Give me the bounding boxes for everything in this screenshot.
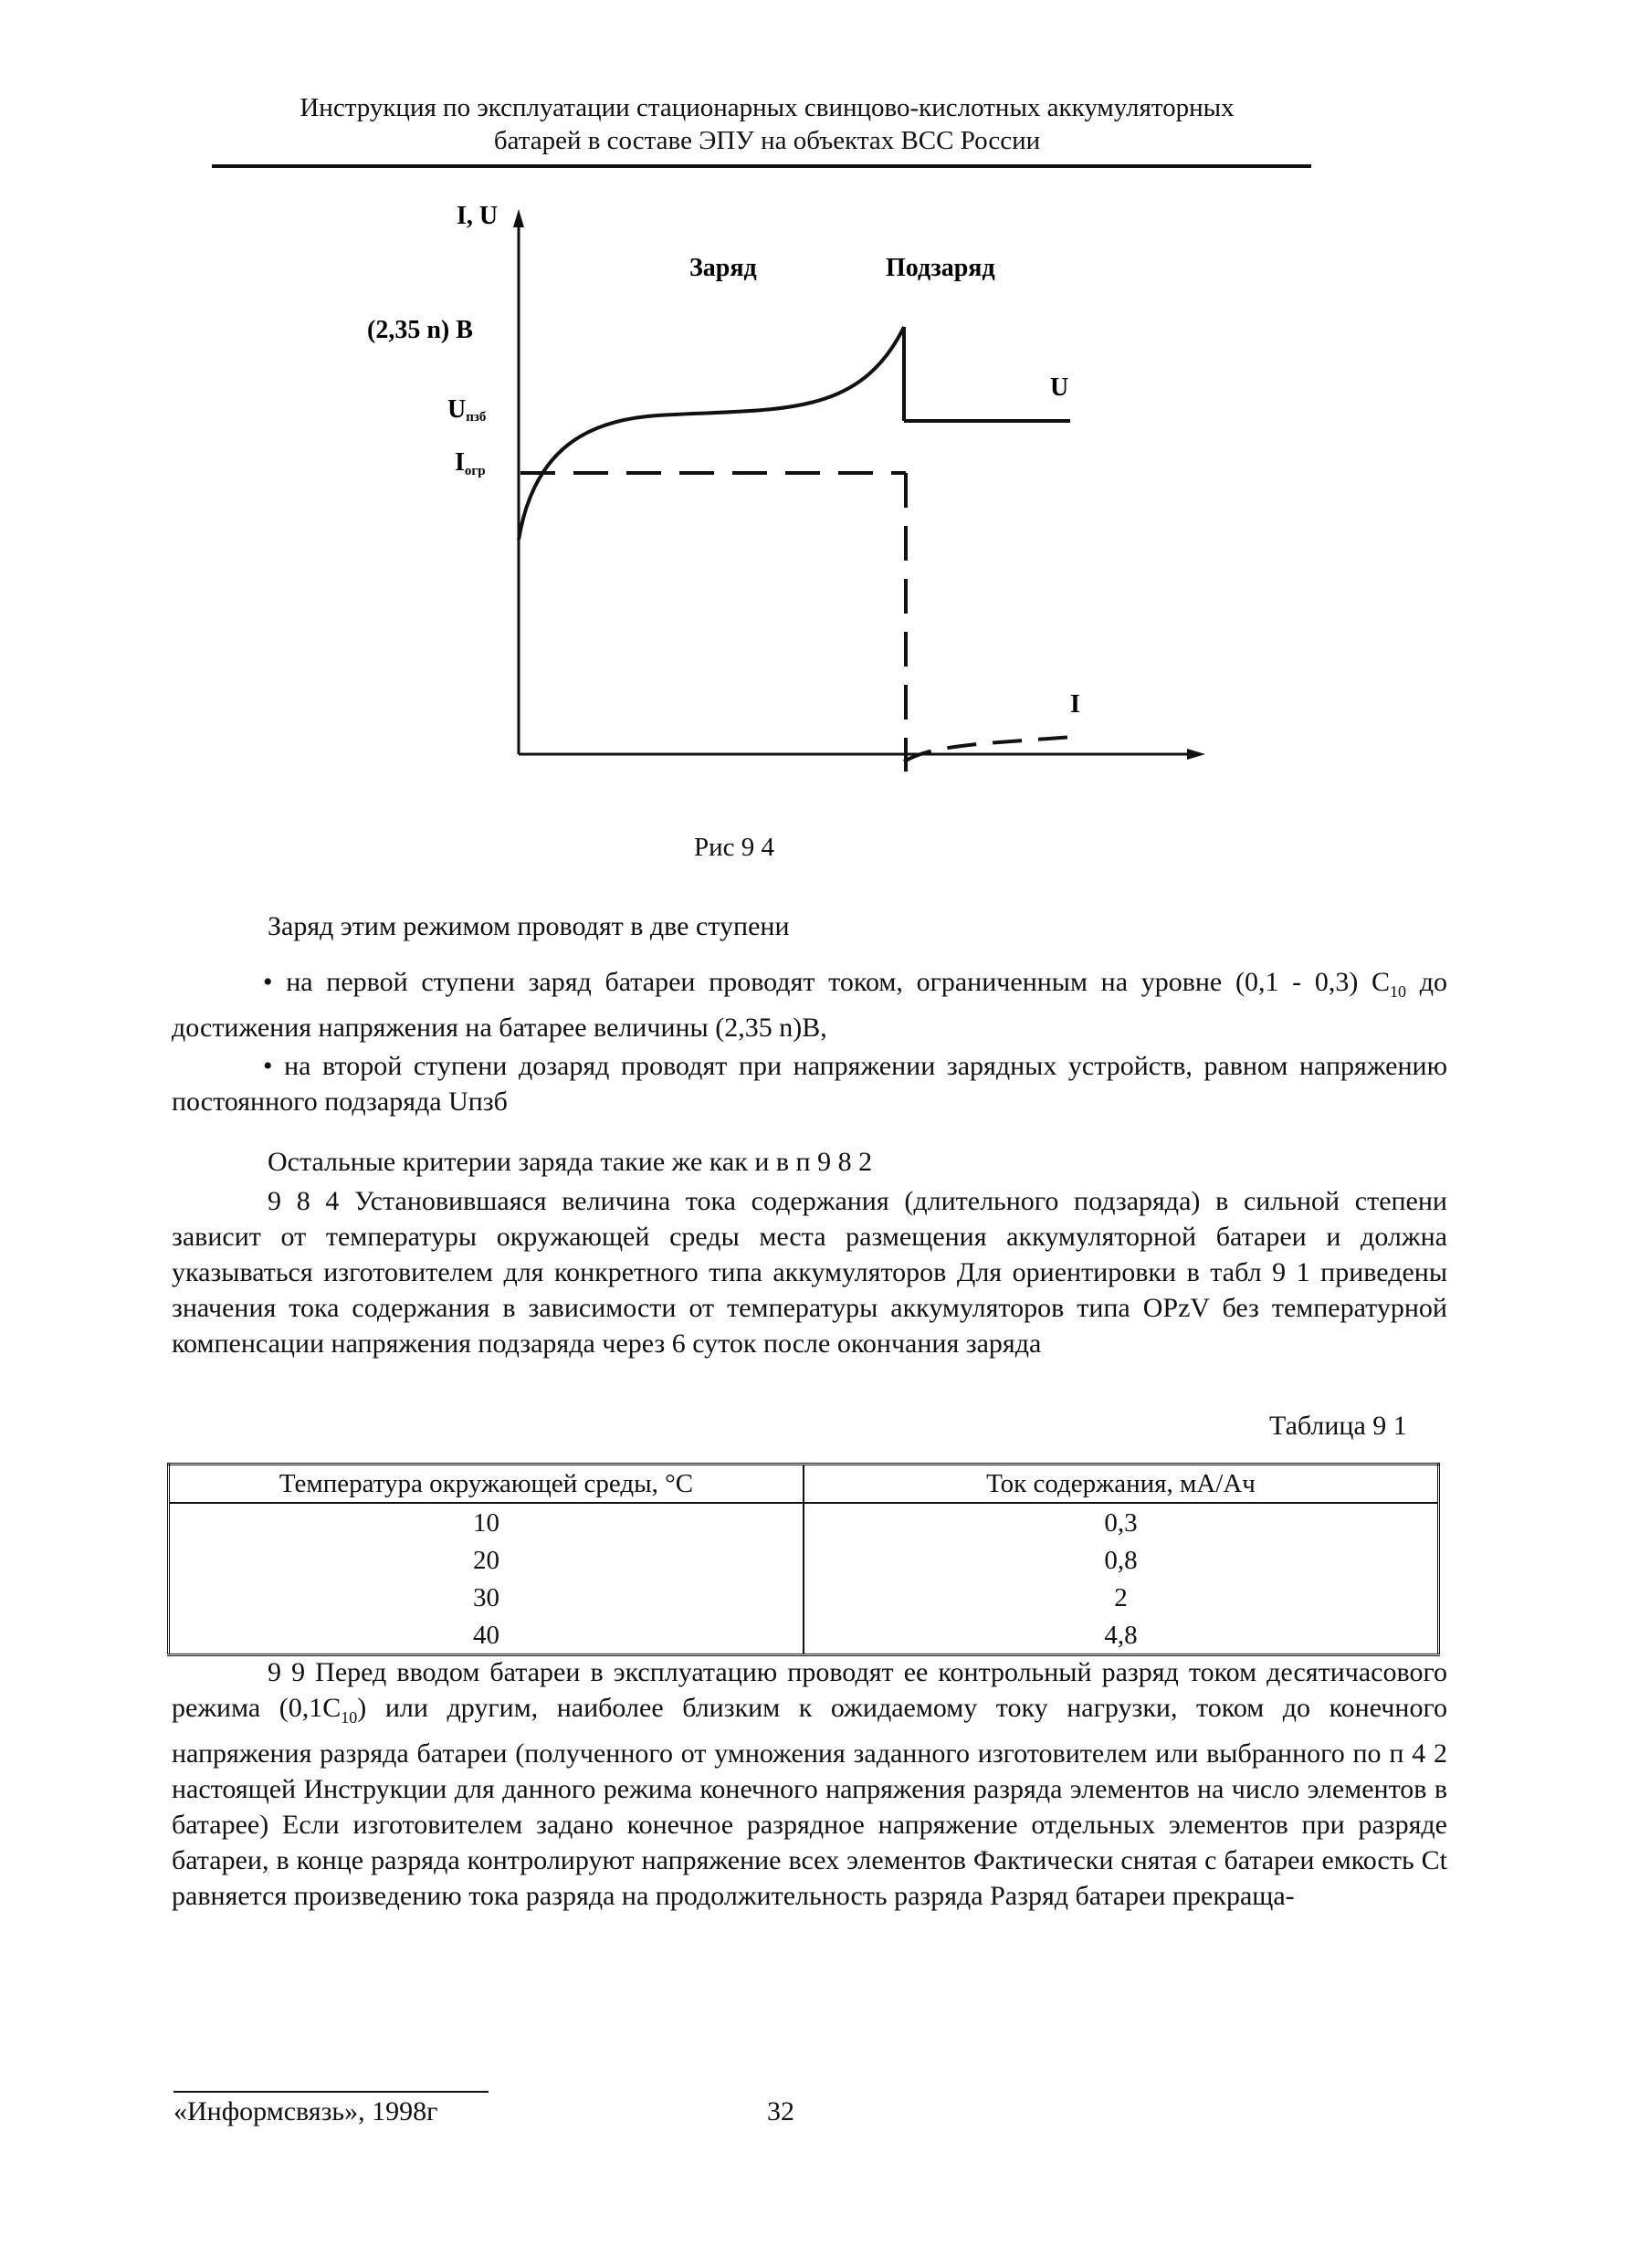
table-cell: 4,8 (804, 1616, 1439, 1655)
phase-float-label: Подзаряд (886, 254, 995, 282)
table-cell: 30 (169, 1579, 804, 1616)
page-number: 32 (767, 2096, 794, 2126)
header-rule (212, 164, 1311, 168)
float-current-curve (904, 737, 1073, 761)
level-235-label: (2,35 n) B (367, 316, 473, 344)
footer-publisher: «Информсвязь», 1998г (173, 2096, 438, 2126)
table-cell: 0,8 (804, 1541, 1439, 1579)
table-row (169, 1541, 1439, 1579)
paragraph-criteria: Остальные критерии заряда такие же как и в п 9 8 2 (268, 1147, 873, 1177)
footer-rule (173, 2091, 489, 2093)
header-line-2: батарей в составе ЭПУ на объектах ВСС России (493, 126, 1041, 155)
bullet-1: • на первой ступени заряд батареи проводят током, ограниченным на уровне (0,1 - 0,3) $С_{10}$ до достижения напряжения на батарее величины (2,35 n)В, (172, 967, 1448, 1043)
table-header-current: Ток содержания, мА/Ач (804, 1465, 1439, 1504)
level-upzb-label: Uпзб (447, 395, 487, 425)
x-axis-arrow (1187, 749, 1205, 760)
level-iogr-label: Iогр (455, 448, 486, 478)
header-line-1: Инструкция по эксплуатации стационарных свинцово-кислотных аккумуляторных (300, 93, 1235, 122)
table-cell: 10 (169, 1503, 804, 1541)
table-caption: Таблица 9 1 (1269, 1411, 1407, 1441)
table-cell: 0,3 (804, 1503, 1439, 1541)
figure-caption: Рис 9 4 (694, 833, 775, 862)
curve-i-label: I (1070, 690, 1080, 719)
curve-u-label: U (1050, 373, 1069, 402)
voltage-curve (519, 327, 904, 540)
phase-charge-label: Заряд (689, 254, 757, 282)
bullet-2: • на второй ступени дозаряд проводят при напряжении зарядных устройств, равном напряжению постоянного подзаряда Uпзб (172, 1051, 1447, 1117)
table-row (169, 1616, 1439, 1655)
charge-diagram (347, 196, 1224, 799)
table-cell: 2 (804, 1579, 1439, 1616)
paragraph-99: 9 9 Перед вводом батареи в эксплуатацию проводят ее контрольный разряд током десятичасового режима $(0,1С_{10})$ или другим, наиболее близким к ожидаемому току нагрузки, током до конечного напряжения разряда батареи (полученного от умножения заданного изготовителем или выбранного по п 4 2 настоящей Инструкции для данного режима конечного напряжения разряда элементов на число элементов в батарее) Если изготовителем задано конечное разрядное напряжение отдельных элементов при разряде батареи, в конце разряда контролируют напряжение всех элементов Фактически снятая с батареи емкость Ct равняется произведению тока разряда на продолжительность разряда Разряд батареи прекраща- (172, 1657, 1447, 1911)
table-row (169, 1503, 1439, 1541)
y-axis-label: I, U (457, 202, 499, 230)
paragraph-984: 9 8 4 Установившаяся величина тока содержания (длительного подзаряда) в сильной степени зависит от температуры окружающей среды места размещения аккумуляторной батареи и должна указываться изготовителем для конкретного типа аккумуляторов Для ориентировки в табл 9 1 приведены значения тока содержания в зависимости от температуры аккумуляторов типа OPzV без температурной компенсации напряжения подзаряда через 6 суток после окончания заряда (172, 1186, 1447, 1359)
paragraph-intro: Заряд этим режимом проводят в две ступени (268, 911, 790, 941)
table-9-1 (167, 1463, 1440, 1656)
table-cell: 40 (169, 1616, 804, 1655)
table-row (169, 1579, 1439, 1616)
table-header-temperature: Температура окружающей среды, °С (169, 1465, 804, 1504)
y-axis-arrow (513, 209, 524, 227)
table-cell: 20 (169, 1541, 804, 1579)
